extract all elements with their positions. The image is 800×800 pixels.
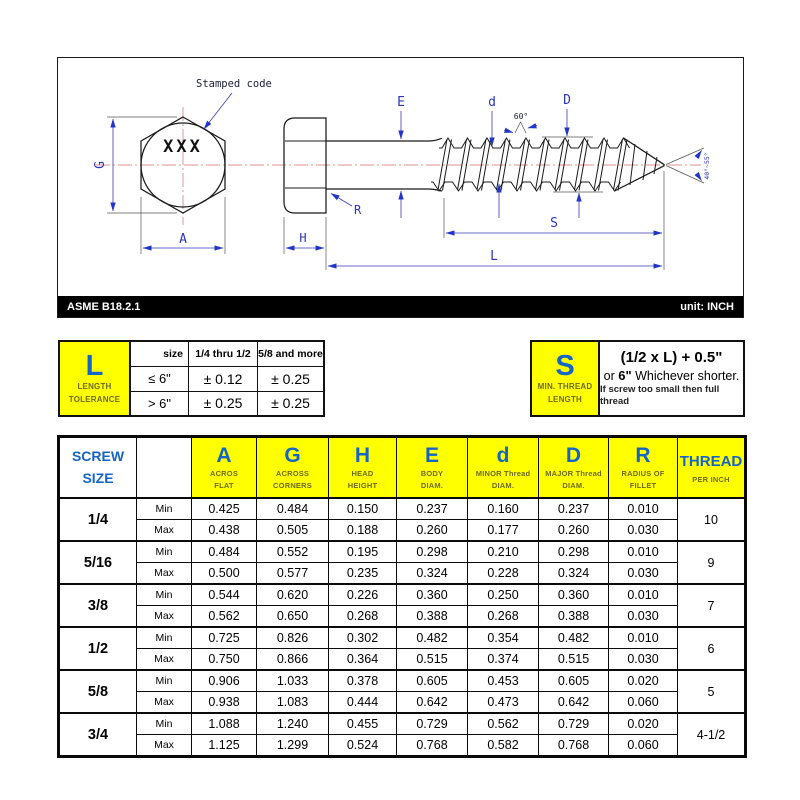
stamp-text: XXX — [163, 137, 203, 157]
value-cell: 0.388 — [539, 606, 609, 628]
value-cell: 0.642 — [539, 692, 609, 714]
title-bar — [58, 296, 743, 317]
thread-length-table — [530, 340, 745, 417]
drawing-frame — [57, 57, 744, 318]
value-cell: 0.642 — [397, 692, 468, 714]
value-cell: 0.552 — [257, 541, 329, 563]
key-sub-line2: TOLERANCE — [68, 394, 121, 404]
min-label: Min — [137, 670, 192, 692]
value-cell: 0.177 — [468, 520, 539, 542]
dim-E-label: E — [397, 95, 405, 110]
dim-D — [542, 93, 603, 218]
value-cell: 0.484 — [257, 498, 329, 520]
tpi-cell: 5 — [678, 670, 746, 713]
value-cell: 0.438 — [192, 520, 257, 542]
tip-angle-annotation — [666, 148, 711, 183]
value-cell: 0.826 — [257, 627, 329, 649]
standard-label: ASME B18.2.1 — [67, 300, 141, 313]
tpi-cell: 10 — [678, 498, 746, 541]
value-cell: 0.237 — [539, 498, 609, 520]
max-label: Max — [137, 735, 192, 757]
formula-line2: or 6" Whichever shorter. — [603, 367, 740, 383]
max-label: Max — [137, 606, 192, 628]
formula-line1: (1/2 x L) + 0.5" — [620, 348, 723, 366]
value-cell: 0.482 — [397, 627, 468, 649]
dim-R-label: R — [354, 203, 362, 217]
value-cell: 0.562 — [192, 606, 257, 628]
value-cell: 0.505 — [257, 520, 329, 542]
spec-table — [57, 435, 747, 758]
value-cell: 0.010 — [609, 584, 678, 606]
max-label: Max — [137, 649, 192, 671]
value-cell: 1.125 — [192, 735, 257, 757]
row-label: ≤ 6" — [131, 366, 188, 391]
value-cell: 0.020 — [609, 670, 678, 692]
value-cell: 0.725 — [192, 627, 257, 649]
value-cell: 0.360 — [397, 584, 468, 606]
value-cell: 0.374 — [468, 649, 539, 671]
key-sub-line2: LENGTH — [547, 394, 583, 404]
value-cell: 0.030 — [609, 563, 678, 585]
col-header-large-sizes: 5/8 and more — [257, 342, 323, 366]
value-cell: 0.260 — [397, 520, 468, 542]
value-cell: 0.260 — [539, 520, 609, 542]
stamped-code-label: Stamped code — [196, 78, 272, 90]
max-label: Max — [137, 520, 192, 542]
value-cell: 0.620 — [257, 584, 329, 606]
column-header-d: d MINOR Thread DIAM. — [468, 437, 539, 499]
thread-angle-label: 60° — [513, 112, 529, 121]
key-letter-S: S — [555, 349, 575, 382]
dim-D-label: D — [563, 93, 571, 108]
tolerance-value: ± 0.25 — [257, 366, 323, 391]
value-cell: 0.866 — [257, 649, 329, 671]
value-cell: 0.324 — [397, 563, 468, 585]
tip-angle-label: 40°~55° — [703, 152, 711, 180]
value-cell: 0.060 — [609, 692, 678, 714]
value-cell: 0.020 — [609, 713, 678, 735]
value-cell: 0.500 — [192, 563, 257, 585]
column-header-D: D MAJOR Thread DIAM. — [539, 437, 609, 499]
column-header-G: G ACROSS CORNERS — [257, 437, 329, 499]
value-cell: 0.226 — [329, 584, 397, 606]
value-cell: 0.010 — [609, 498, 678, 520]
value-cell: 0.268 — [468, 606, 539, 628]
size-cell: 3/4 — [59, 713, 137, 757]
value-cell: 1.083 — [257, 692, 329, 714]
value-cell: 0.768 — [397, 735, 468, 757]
value-cell: 0.515 — [397, 649, 468, 671]
value-cell: 0.524 — [329, 735, 397, 757]
size-cell: 5/8 — [59, 670, 137, 713]
dim-d-label: d — [488, 95, 496, 110]
value-cell: 0.482 — [539, 627, 609, 649]
value-cell: 0.235 — [329, 563, 397, 585]
column-header-A: A ACROS FLAT — [192, 437, 257, 499]
col-header-small-sizes: 1/4 thru 1/2 — [188, 342, 257, 366]
tpi-cell: 7 — [678, 584, 746, 627]
tpi-cell: 9 — [678, 541, 746, 584]
unit-label: unit: INCH — [680, 300, 734, 313]
column-header-thread: THREAD PER INCH — [678, 437, 746, 499]
value-cell: 1.088 — [192, 713, 257, 735]
tolerance-value: ± 0.12 — [188, 366, 257, 391]
value-cell: 0.768 — [539, 735, 609, 757]
value-cell: 0.544 — [192, 584, 257, 606]
value-cell: 0.188 — [329, 520, 397, 542]
min-label: Min — [137, 627, 192, 649]
length-tolerance-table — [58, 340, 325, 417]
value-cell: 0.160 — [468, 498, 539, 520]
lag-screw-drawing — [58, 58, 742, 295]
value-cell: 0.425 — [192, 498, 257, 520]
key-letter-L: L — [85, 349, 104, 382]
value-cell: 0.150 — [329, 498, 397, 520]
value-cell: 0.388 — [397, 606, 468, 628]
tolerance-value: ± 0.25 — [188, 391, 257, 416]
column-header-R: R RADIUS OF FILLET — [609, 437, 678, 499]
dim-S — [444, 171, 664, 270]
value-cell: 0.729 — [397, 713, 468, 735]
value-cell: 0.605 — [397, 670, 468, 692]
value-cell: 0.515 — [539, 649, 609, 671]
value-cell: 0.906 — [192, 670, 257, 692]
value-cell: 0.030 — [609, 649, 678, 671]
screw-side-view — [284, 118, 665, 213]
tolerance-value: ± 0.25 — [257, 391, 323, 416]
col-header-size: size — [163, 348, 183, 360]
dim-S-label: S — [550, 216, 558, 231]
value-cell: 0.354 — [468, 627, 539, 649]
max-label: Max — [137, 563, 192, 585]
value-cell: 0.298 — [539, 541, 609, 563]
value-cell: 0.360 — [539, 584, 609, 606]
value-cell: 0.364 — [329, 649, 397, 671]
min-label: Min — [137, 713, 192, 735]
value-cell: 0.195 — [329, 541, 397, 563]
row-label: > 6" — [131, 391, 188, 416]
value-cell: 0.030 — [609, 520, 678, 542]
value-cell: 0.577 — [257, 563, 329, 585]
dim-A-label: A — [179, 232, 187, 247]
value-cell: 0.582 — [468, 735, 539, 757]
value-cell: 0.473 — [468, 692, 539, 714]
value-cell: 1.240 — [257, 713, 329, 735]
value-cell: 0.228 — [468, 563, 539, 585]
size-cell: 3/8 — [59, 584, 137, 627]
tpi-cell: 4-1/2 — [678, 713, 746, 757]
tpi-cell: 6 — [678, 627, 746, 670]
value-cell: 0.455 — [329, 713, 397, 735]
minmax-header — [137, 437, 192, 499]
dim-H-label: H — [299, 231, 307, 245]
value-cell: 0.444 — [329, 692, 397, 714]
value-cell: 1.033 — [257, 670, 329, 692]
formula-line3: If screw too small then full thread — [600, 384, 720, 408]
value-cell: 0.562 — [468, 713, 539, 735]
dim-d — [488, 95, 499, 218]
dim-H — [284, 217, 326, 270]
min-label: Min — [137, 498, 192, 520]
value-cell: 0.729 — [539, 713, 609, 735]
min-label: Min — [137, 541, 192, 563]
value-cell: 0.484 — [192, 541, 257, 563]
thread-angle-annotation — [504, 112, 537, 133]
column-header-E: E BODY DIAM. — [397, 437, 468, 499]
length-tolerance-key — [60, 342, 131, 415]
value-cell: 0.750 — [192, 649, 257, 671]
value-cell: 0.605 — [539, 670, 609, 692]
value-cell: 0.302 — [329, 627, 397, 649]
value-cell: 0.268 — [329, 606, 397, 628]
dim-R — [331, 194, 362, 218]
dim-E — [397, 95, 405, 218]
value-cell: 0.010 — [609, 541, 678, 563]
dim-L — [328, 249, 662, 266]
size-cell: 1/4 — [59, 498, 137, 541]
value-cell: 0.298 — [397, 541, 468, 563]
thread-length-key — [532, 342, 600, 415]
value-cell: 0.030 — [609, 606, 678, 628]
size-cell: 5/16 — [59, 541, 137, 584]
column-header-H: H HEAD HEIGHT — [329, 437, 397, 499]
stamped-code-leader — [204, 93, 232, 129]
value-cell: 0.938 — [192, 692, 257, 714]
value-cell: 0.453 — [468, 670, 539, 692]
value-cell: 0.010 — [609, 627, 678, 649]
value-cell: 0.324 — [539, 563, 609, 585]
key-sub-line1: MIN. THREAD — [537, 382, 593, 392]
value-cell: 1.299 — [257, 735, 329, 757]
size-cell: 1/2 — [59, 627, 137, 670]
length-tolerance-grid — [131, 342, 323, 415]
dim-G-label: G — [93, 161, 108, 169]
max-label: Max — [137, 692, 192, 714]
value-cell: 0.237 — [397, 498, 468, 520]
min-label: Min — [137, 584, 192, 606]
value-cell: 0.250 — [468, 584, 539, 606]
value-cell: 0.650 — [257, 606, 329, 628]
dim-L-label: L — [490, 249, 498, 264]
value-cell: 0.210 — [468, 541, 539, 563]
thread-length-formula — [600, 342, 743, 415]
screw-size-header: SCREW SIZE — [59, 437, 137, 499]
value-cell: 0.378 — [329, 670, 397, 692]
key-sub-line1: LENGTH — [77, 382, 112, 392]
value-cell: 0.060 — [609, 735, 678, 757]
